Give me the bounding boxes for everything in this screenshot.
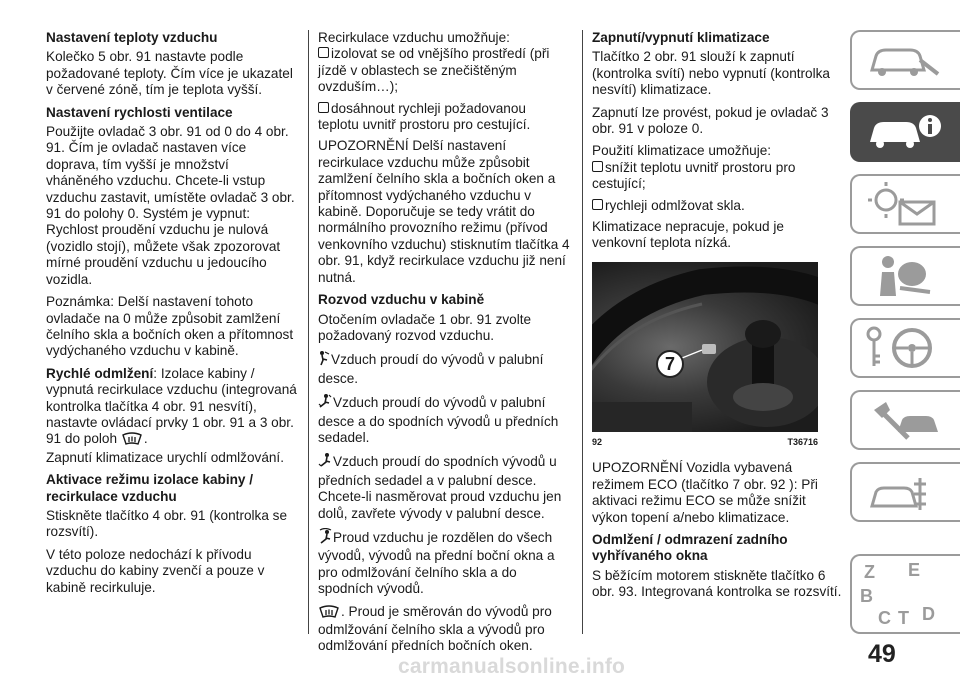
distribution-all: Proud vzduchu je rozdělen do všech vývodů, vývodů na přední boční okna a pro odmlžování čelního skla a do spodních vývodů.: [318, 529, 555, 597]
heading-ac: Zapnutí/vypnutí klimatizace: [592, 30, 770, 45]
defrost-bold: Rychlé odmlžení: [46, 365, 154, 381]
watermark: carmanualsonline.info: [398, 655, 626, 678]
distribution-face-feet: Vzduch proudí do vývodů v palubní desce a do spodních vývodů u předních sedadel.: [318, 395, 559, 445]
paragraph-ac-4: Klimatizace nepracuje, pokud je venkovní teplota nízká.: [592, 219, 784, 251]
airbag-icon: [864, 252, 944, 300]
defrost-text-2: Zapnutí klimatizace urychlí odmlžování.: [46, 449, 284, 465]
column-1: [46, 30, 298, 602]
tab-car-info[interactable]: [850, 102, 960, 162]
bullet-box-icon: [592, 161, 603, 172]
defrost-text: : Izolace kabiny / vypnutá recirkulace vzduchu (integrovaná kontrolka tlačítka 4 obr. 91 nesvítí), nastavte ovládací prvky 1 obr. 91 a 3 obr. 91 do poloh: [46, 365, 297, 447]
column-divider-1: [308, 30, 309, 634]
list-item: izolovat se od vnějšího prostředí (při jízdě v oblastech se znečištěným ovzduším…);: [318, 46, 550, 95]
paragraph-eco: UPOZORNĚNÍ Vozidla vybavená režimem ECO (tlačítko 7 obr. 92 ): Při aktivaci režimu ECO se může snížit výkon topení a/nebo klimatizace.: [592, 460, 818, 525]
paragraph-note: Poznámka: Delší nastavení tohoto ovladače na 0 může způsobit zamlžení čelního skla a bočních oken a přítomnost vydýchaného vzduchu v kabině.: [46, 294, 294, 359]
tab-airbag[interactable]: [850, 246, 960, 306]
heading-isolation: Aktivace režimu izolace kabiny / recirkulace vzduchu: [46, 472, 254, 504]
air-to-windscreen-and-feet-icon: [318, 528, 332, 548]
paragraph-ventilation: Použijte ovladač 3 obr. 91 od 0 do 4 obr. 91. Čím je ovladač nastaven více doprava, tím vyšší je množství vháněného vzduchu. Chcete-li vstup vzduchu zastavit, umístěte ovladač 3 obr. 91 do polohy 0. Systém je vypnut: Rychlost proudění vzduchu je nulová (vozidlo stojí), můžete však zpozorovat mírné proudění vzduchu u jedoucího vozidla.: [46, 124, 295, 287]
paragraph-isolation-2: V této poloze nedochází k přívodu vzduchu do kabiny zvenčí a pouze v kabině recirkuluje.: [46, 546, 265, 595]
windscreen-defrost-icon: [318, 605, 340, 622]
paragraph-isolation-1: Stiskněte tlačítko 4 obr. 91 (kontrolka se rozsvítí).: [46, 507, 288, 540]
heading-ventilation: Nastavení rychlosti ventilace: [46, 104, 233, 120]
tab-specs[interactable]: [850, 462, 960, 522]
paragraph-recirc: Recirkulace vzduchu umožňuje:: [318, 30, 510, 45]
page-number: 49: [868, 640, 896, 668]
paragraph-rear-window: S běžícím motorem stiskněte tlačítko 6 obr. 93. Integrovaná kontrolka se rozsvítí.: [592, 567, 842, 600]
figure-number: 92: [592, 436, 603, 447]
heading-temperature: Nastavení teploty vzduchu: [46, 30, 218, 45]
car-wrench-icon: [864, 38, 944, 82]
column-3: [592, 30, 842, 607]
air-to-face-and-feet-icon: [318, 393, 332, 413]
air-to-face-icon: [318, 350, 330, 370]
list-item: snížit teplotu uvnitř prostoru pro cestující;: [592, 159, 796, 192]
paragraph-ac-2: Zapnutí lze provést, pokud je ovladač 3 obr. 91 v poloze 0.: [592, 104, 829, 137]
distribution-face: Vzduch proudí do vývodů v palubní desce.: [318, 352, 544, 386]
heading-distribution: Rozvod vzduchu v kabině: [318, 292, 485, 308]
figure-code: T36716: [787, 436, 818, 447]
heading-rear-window: Odmlžení / odmrazení zadního vyhřívaného okna: [592, 531, 788, 564]
tab-warning-lights[interactable]: [850, 174, 960, 234]
air-to-feet-icon: [318, 452, 332, 472]
paragraph-ac-3: Použití klimatizace umožňuje:: [592, 143, 772, 159]
tab-index[interactable]: [850, 554, 960, 634]
paragraph-ac-1: Tlačítko 2 obr. 91 slouží k zapnutí (kontrolka svítí) nebo vypnutí (kontrolka nesvítí) klimatizace.: [592, 49, 830, 98]
figure-92-photo: [592, 262, 818, 432]
list-item: dosáhnout rychleji požadovanou teplotu uvnitř prostoru pro cestující.: [318, 100, 531, 133]
column-2: [318, 30, 570, 661]
column-divider-2: [582, 30, 583, 634]
distribution-feet: Vzduch proudí do spodních vývodů u předních sedadel a v palubní desce. Chcete-li nasměrovat proud vzduchu jen dolů, zavřete vývody v palubní desce.: [318, 454, 562, 521]
warning-lights-icon: [864, 180, 944, 228]
index-letters-icon: Z E B C T D: [860, 560, 935, 628]
figure-caption: [592, 434, 818, 450]
bullet-box-icon: [318, 47, 329, 58]
bullet-box-icon: [318, 102, 329, 113]
tab-key-steering[interactable]: [850, 318, 960, 378]
specs-icon: [864, 468, 944, 516]
tab-car-wrench[interactable]: [850, 30, 960, 90]
paragraph-warning: UPOZORNĚNÍ Delší nastavení recirkulace vzduchu může způsobit zamlžení čelního skla a bočních oken a přítomnost vydýchaného vzduchu v kabině. Doporučuje se tedy vrátit do normálního provozního režimu (přívod venkovního vzduchu) stisknutím tlačítka 4 obr. 91, když recirkulace vzduchu již není nutná.: [318, 138, 570, 285]
key-steering-icon: [864, 324, 944, 372]
distribution-defrost: . Proud je směrován do vývodů pro odmlžování čelního skla a vývodů pro odmlžování předních bočních oken.: [318, 603, 552, 654]
car-wrench-2-icon: [864, 396, 944, 444]
paragraph-defrost: Rychlé odmlžení: Izolace kabiny / vypnutá recirkulace vzduchu (integrovaná kontrolka tlačítka 4 obr. 91 nesvítí), nastavte ovládací prvky 1 obr. 91 a 3 obr. 91 do poloh . Zapnutí klimatizace urychlí odmlžování.: [46, 365, 297, 465]
paragraph-distribution: Otočením ovladače 1 obr. 91 zvolte požadovaný rozvod vzduchu.: [318, 311, 532, 343]
tab-car-wrench-2[interactable]: [850, 390, 960, 450]
bullet-box-icon: [592, 199, 603, 210]
windscreen-defrost-icon: [121, 432, 143, 449]
list-item: rychleji odmlžovat skla.: [592, 198, 842, 214]
car-info-icon: [864, 110, 944, 154]
callout-7: 7: [656, 350, 684, 378]
paragraph-temperature: Kolečko 5 obr. 91 nastavte podle požadované teploty. Čím více je ukazatel v červené zóně, tím je teplota vyšší.: [46, 49, 293, 98]
